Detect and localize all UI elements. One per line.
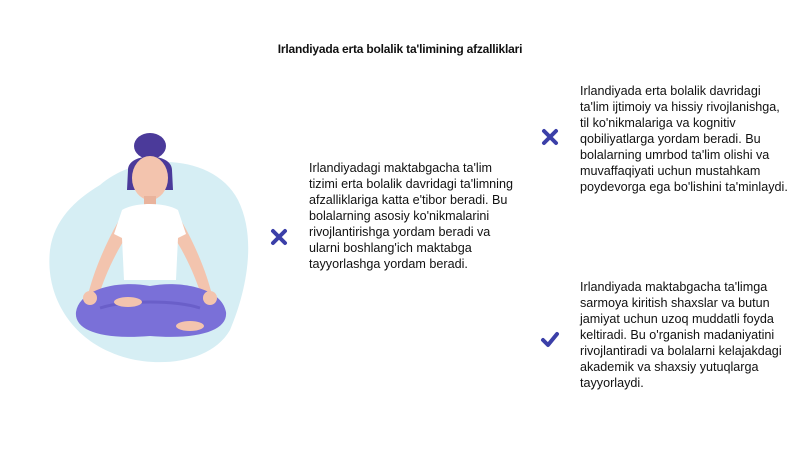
page-title: Irlandiyada erta bolalik ta'limining afzalliklari	[277, 42, 523, 56]
checkmark-icon	[539, 329, 561, 351]
benefit-text-3: Irlandiyada maktabgacha ta'limga sarmoya kiritish shaxslar va butun jamiyat uchun uzoq muddatli foyda keltiradi. Bu o'rganish madaniyatini rivojlantiradi va bolalarni kelajakdagi akademik va shaxsiy yutuqlarga tayyorlaydi.	[580, 280, 782, 390]
cross-icon	[268, 226, 290, 248]
benefit-text-1: Irlandiyadagi maktabgacha ta'lim tizimi erta bolalik davridagi ta'limning afzalliklariga katta e'tibor beradi. Bu bolalarning asosiy ko'nikmalarini rivojlantirishga yordam beradi va ularni boshlang'ich maktabga tayyorlashga yordam beradi.	[309, 161, 513, 271]
meditating-woman-illustration	[40, 130, 260, 370]
benefit-text-2: Irlandiyada erta bolalik davridagi ta'lim ijtimoiy va hissiy rivojlanishga, til ko'nikmalariga va kognitiv qobiliyatlarga yordam beradi. Bu bolalarning umrbod ta'lim olishi va muvaffaqiyati uchun mustahkam poydevorga ega bo'lishini ta'minlaydi.	[580, 84, 788, 194]
cross-icon	[539, 126, 561, 148]
